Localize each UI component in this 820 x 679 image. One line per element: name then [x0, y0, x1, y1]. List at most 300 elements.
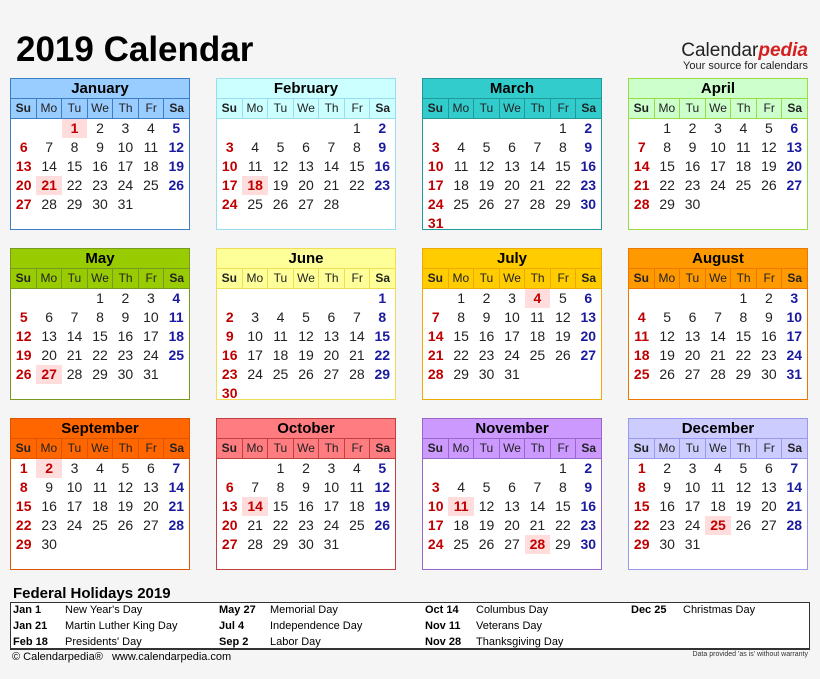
day-cell: 19 [272, 177, 289, 193]
day-cell: 22 [374, 347, 391, 363]
day-cell: 31 [143, 366, 159, 382]
day-cell: 17 [427, 517, 444, 533]
day-cell: 16 [659, 498, 675, 514]
weekday-label: We [706, 269, 732, 288]
day-cell: 6 [764, 460, 773, 476]
day-cell: 1 [457, 290, 466, 306]
day-grid [423, 289, 601, 384]
day-cell: 18 [92, 498, 108, 514]
empty-cell [525, 459, 550, 478]
day-cell: 24 [66, 517, 83, 533]
month-march [422, 78, 602, 230]
day-cell: 3 [146, 290, 155, 306]
day-cell: 24 [221, 196, 238, 212]
day-cell: 16 [580, 498, 597, 514]
day-cell: 30 [684, 196, 701, 212]
day-cell: 29 [555, 536, 571, 552]
day-cell: 25 [349, 517, 365, 533]
weekday-label: Mo [37, 439, 63, 458]
day-grid [423, 119, 601, 233]
weekday-label: Tu [680, 439, 706, 458]
weekday-label: Tu [680, 269, 706, 288]
day-grid [11, 459, 189, 554]
empty-cell [423, 289, 448, 308]
weekday-label: Fr [139, 269, 165, 288]
day-cell: 17 [504, 328, 520, 344]
weekday-label: Th [319, 439, 345, 458]
day-cell: 15 [15, 498, 32, 514]
weekday-label: Tu [474, 439, 500, 458]
day-cell: 21 [710, 347, 726, 363]
day-cell: 22 [555, 517, 571, 533]
day-cell: 29 [15, 536, 32, 552]
day-cell: 3 [688, 460, 697, 476]
weekday-label: Fr [139, 439, 165, 458]
day-cell: 19 [374, 498, 391, 514]
weekday-label: Su [629, 269, 655, 288]
day-cell: 5 [482, 479, 491, 495]
weekday-label: Fr [757, 99, 783, 118]
day-cell: 8 [352, 139, 361, 155]
day-cell: 6 [327, 309, 336, 325]
weekday-label: Sa [169, 101, 185, 115]
weekday-label: We [88, 439, 114, 458]
day-cell: 16 [117, 328, 134, 344]
weekday-label: Mo [243, 439, 269, 458]
empty-cell [36, 119, 61, 138]
day-cell: 13 [761, 479, 777, 495]
day-cell: 20 [580, 328, 597, 344]
day-cell: 22 [659, 177, 675, 193]
day-cell: 13 [504, 498, 520, 514]
day-cell: 9 [482, 309, 491, 325]
day-cell: 7 [70, 309, 79, 325]
day-cell: 25 [453, 536, 469, 552]
weekday-header [423, 439, 601, 459]
month-november [422, 418, 602, 570]
day-cell: 28 [525, 535, 550, 554]
day-cell: 28 [427, 366, 444, 382]
empty-cell [268, 289, 293, 308]
day-cell: 22 [633, 517, 650, 533]
day-cell: 25 [453, 196, 469, 212]
weekday-label: Fr [551, 269, 577, 288]
day-cell: 16 [298, 498, 314, 514]
day-cell: 24 [504, 347, 520, 363]
day-cell: 17 [117, 158, 134, 174]
holiday-date: Sep 2 [219, 636, 249, 648]
day-cell: 22 [349, 177, 365, 193]
day-cell: 11 [247, 158, 263, 174]
day-cell: 30 [659, 536, 675, 552]
holiday-date: Dec 25 [631, 604, 667, 616]
day-cell: 1 [663, 120, 672, 136]
day-cell: 6 [508, 139, 516, 155]
day-cell: 17 [427, 177, 444, 193]
weekday-label: Mo [243, 269, 269, 288]
weekday-label: Tu [680, 99, 706, 118]
day-cell: 30 [298, 536, 314, 552]
day-cell: 17 [66, 498, 83, 514]
weekday-label: Su [423, 99, 449, 118]
day-cell: 1 [96, 290, 104, 306]
day-cell: 18 [349, 498, 365, 514]
day-cell: 12 [761, 139, 777, 155]
day-cell: 4 [96, 460, 104, 476]
day-cell: 12 [478, 158, 495, 174]
weekday-label: Tu [62, 99, 88, 118]
day-cell: 21 [529, 517, 546, 533]
empty-cell [344, 289, 369, 308]
day-cell: 1 [558, 460, 567, 476]
day-cell: 1 [739, 290, 748, 306]
weekday-label: Fr [757, 439, 783, 458]
weekday-header [11, 439, 189, 459]
day-cell: 20 [323, 347, 340, 363]
day-cell: 14 [529, 158, 546, 174]
day-cell: 23 [659, 517, 675, 533]
day-cell: 23 [580, 177, 597, 193]
empty-cell [423, 459, 448, 478]
weekday-label: Tu [268, 269, 294, 288]
holiday-name: Columbus Day [476, 604, 549, 616]
day-cell: 26 [478, 536, 495, 552]
day-cell: 11 [92, 479, 108, 495]
day-cell: 21 [66, 347, 83, 363]
day-cell: 1 [19, 460, 28, 476]
day-cell: 14 [710, 328, 726, 344]
weekday-label: Th [731, 269, 757, 288]
day-cell: 9 [584, 479, 593, 495]
day-cell: 29 [66, 196, 83, 212]
day-cell: 23 [761, 347, 777, 363]
empty-cell [474, 119, 499, 138]
weekday-label: Th [113, 269, 139, 288]
day-cell: 9 [302, 479, 310, 495]
day-cell: 13 [580, 309, 597, 325]
day-cell: 2 [663, 460, 672, 476]
day-cell: 28 [41, 196, 57, 212]
day-cell: 9 [96, 139, 104, 155]
day-cell: 17 [247, 347, 263, 363]
day-cell: 10 [117, 139, 134, 155]
empty-cell [217, 459, 242, 478]
weekday-label: Mo [37, 99, 63, 118]
day-cell: 11 [143, 139, 159, 155]
day-cell: 27 [221, 536, 238, 552]
weekday-label: Th [731, 99, 757, 118]
day-cell: 8 [378, 309, 387, 325]
day-cell: 20 [504, 517, 520, 533]
day-cell: 8 [70, 139, 79, 155]
day-cell: 26 [272, 196, 289, 212]
day-cell: 10 [684, 479, 701, 495]
weekday-label: We [88, 99, 114, 118]
day-cell: 18 [168, 328, 185, 344]
weekday-label: Fr [139, 99, 165, 118]
day-cell: 2 [96, 120, 104, 136]
day-cell: 14 [66, 328, 83, 344]
day-cell: 30 [580, 536, 597, 552]
month-december [628, 418, 808, 570]
day-cell: 27 [504, 536, 520, 552]
day-cell: 24 [427, 536, 444, 552]
day-cell: 16 [374, 158, 391, 174]
day-cell: 12 [374, 479, 391, 495]
day-cell: 7 [45, 139, 54, 155]
day-cell: 8 [637, 479, 646, 495]
day-cell: 4 [457, 479, 466, 495]
day-cell: 8 [739, 309, 748, 325]
month-title: January [11, 79, 189, 99]
day-cell: 27 [684, 366, 701, 382]
month-august [628, 248, 808, 400]
day-cell: 20 [684, 347, 701, 363]
day-cell: 15 [374, 328, 391, 344]
day-cell: 9 [121, 309, 130, 325]
day-cell: 23 [92, 177, 108, 193]
day-cell: 11 [448, 497, 473, 516]
holiday-name: Memorial Day [270, 604, 338, 616]
day-cell: 6 [508, 479, 516, 495]
empty-cell [11, 289, 36, 308]
day-cell: 8 [96, 309, 104, 325]
day-cell: 14 [242, 497, 267, 516]
day-cell: 10 [710, 139, 726, 155]
month-february [216, 78, 396, 230]
day-cell: 24 [323, 517, 340, 533]
day-cell: 30 [221, 385, 238, 401]
day-cell: 7 [251, 479, 260, 495]
weekday-header [423, 269, 601, 289]
weekday-header [423, 99, 601, 119]
day-cell: 24 [786, 347, 803, 363]
day-cell: 26 [168, 177, 185, 193]
day-cell: 13 [41, 328, 57, 344]
federal-holidays-table [10, 602, 810, 650]
weekday-label: Su [11, 99, 37, 118]
empty-cell [242, 119, 267, 138]
weekday-label: Fr [551, 99, 577, 118]
day-cell: 30 [761, 366, 777, 382]
day-cell: 3 [225, 139, 234, 155]
day-cell: 18 [242, 176, 267, 195]
day-cell: 21 [168, 498, 185, 514]
day-cell: 10 [221, 158, 238, 174]
day-cell: 15 [555, 498, 571, 514]
day-cell: 29 [272, 536, 289, 552]
weekday-label: Tu [268, 99, 294, 118]
day-cell: 12 [272, 158, 289, 174]
day-cell: 28 [349, 366, 365, 382]
holiday-name: Independence Day [270, 620, 363, 632]
weekday-label: Fr [551, 439, 577, 458]
weekday-header [629, 269, 807, 289]
month-may [10, 248, 190, 400]
day-grid [217, 119, 395, 214]
day-cell: 6 [19, 139, 28, 155]
day-cell: 12 [555, 309, 571, 325]
holiday-date: Nov 11 [425, 620, 461, 632]
day-cell: 20 [504, 177, 520, 193]
day-cell: 16 [580, 158, 597, 174]
day-cell: 12 [168, 139, 185, 155]
day-cell: 18 [453, 517, 469, 533]
day-cell: 9 [225, 328, 234, 344]
month-title: October [217, 419, 395, 439]
day-cell: 22 [15, 517, 32, 533]
weekday-label: We [706, 99, 732, 118]
day-cell: 29 [92, 366, 108, 382]
day-cell: 20 [15, 177, 32, 193]
month-title: April [629, 79, 807, 99]
holiday-name: New Year's Day [65, 604, 143, 616]
day-cell: 31 [684, 536, 701, 552]
day-cell: 21 [786, 498, 803, 514]
day-cell: 2 [36, 459, 61, 478]
empty-cell [629, 119, 654, 138]
day-cell: 5 [121, 460, 130, 476]
day-cell: 8 [457, 309, 466, 325]
day-cell: 24 [117, 177, 134, 193]
day-cell: 29 [633, 536, 650, 552]
weekday-label: Mo [37, 269, 63, 288]
footer-warranty: Data provided 'as is' without warranty [692, 651, 808, 658]
day-cell: 15 [659, 158, 675, 174]
holiday-name: Christmas Day [683, 604, 756, 616]
day-cell: 23 [684, 177, 701, 193]
day-cell: 13 [786, 139, 803, 155]
weekday-label: Mo [449, 439, 475, 458]
day-cell: 4 [276, 309, 285, 325]
day-cell: 2 [764, 290, 773, 306]
empty-cell [499, 459, 524, 478]
day-cell: 20 [221, 517, 238, 533]
day-grid [11, 119, 189, 214]
day-cell: 25 [168, 347, 185, 363]
day-cell: 26 [659, 366, 675, 382]
weekday-label: Mo [449, 99, 475, 118]
day-cell: 2 [121, 290, 130, 306]
day-cell: 16 [478, 328, 495, 344]
day-cell: 15 [735, 328, 752, 344]
day-cell: 2 [302, 460, 310, 476]
day-cell: 28 [529, 196, 546, 212]
day-cell: 3 [431, 139, 440, 155]
weekday-label: Th [525, 269, 551, 288]
day-cell: 24 [247, 366, 263, 382]
day-cell: 2 [584, 460, 593, 476]
day-cell: 3 [508, 290, 516, 306]
month-title: May [11, 249, 189, 269]
day-cell: 11 [530, 309, 545, 325]
day-cell: 25 [705, 516, 730, 535]
day-cell: 18 [272, 347, 289, 363]
weekday-label: Sa [375, 271, 391, 285]
weekday-label: Sa [581, 101, 597, 115]
day-cell: 15 [272, 498, 289, 514]
day-cell: 21 [36, 176, 61, 195]
day-cell: 13 [504, 158, 520, 174]
day-cell: 25 [247, 196, 263, 212]
day-cell: 28 [168, 517, 185, 533]
page-title: 2019 Calendar [16, 30, 254, 69]
day-cell: 1 [276, 460, 285, 476]
day-cell: 31 [786, 366, 803, 382]
day-cell: 5 [302, 309, 310, 325]
day-grid [629, 289, 807, 384]
day-cell: 6 [688, 309, 697, 325]
day-cell: 26 [374, 517, 391, 533]
day-cell: 25 [92, 517, 108, 533]
day-cell: 15 [349, 158, 365, 174]
day-cell: 19 [555, 328, 571, 344]
day-cell: 17 [684, 498, 701, 514]
day-cell: 1 [558, 120, 567, 136]
day-cell: 4 [525, 289, 550, 308]
day-cell: 29 [374, 366, 391, 382]
day-cell: 20 [143, 498, 159, 514]
day-cell: 21 [247, 517, 263, 533]
day-cell: 27 [580, 347, 597, 363]
day-cell: 12 [298, 328, 314, 344]
day-grid [629, 119, 807, 214]
day-cell: 17 [323, 498, 340, 514]
weekday-label: Sa [787, 441, 803, 455]
weekday-header [217, 269, 395, 289]
day-cell: 31 [504, 366, 520, 382]
day-cell: 31 [117, 196, 134, 212]
day-cell: 13 [684, 328, 701, 344]
weekday-label: Fr [757, 269, 783, 288]
month-title: February [217, 79, 395, 99]
day-cell: 22 [735, 347, 752, 363]
day-grid [217, 289, 395, 403]
day-cell: 23 [374, 177, 391, 193]
empty-cell [242, 459, 267, 478]
day-cell: 14 [786, 479, 803, 495]
day-cell: 11 [273, 328, 288, 344]
day-cell: 7 [533, 479, 542, 495]
day-cell: 25 [272, 366, 289, 382]
day-cell: 27 [786, 177, 803, 193]
footer-copyright: © Calendarpedia® www.calendarpedia.com [12, 651, 232, 663]
month-june [216, 248, 396, 400]
day-cell: 21 [529, 177, 546, 193]
day-cell: 6 [790, 120, 799, 136]
day-cell: 16 [92, 158, 108, 174]
day-cell: 9 [584, 139, 593, 155]
day-cell: 13 [298, 158, 314, 174]
holiday-date: Jan 1 [13, 604, 42, 616]
day-cell: 15 [633, 498, 650, 514]
day-cell: 16 [761, 328, 777, 344]
day-cell: 18 [529, 328, 546, 344]
weekday-label: Th [525, 99, 551, 118]
weekday-label: Th [113, 439, 139, 458]
day-cell: 3 [790, 290, 799, 306]
day-cell: 17 [221, 177, 238, 193]
holiday-name: Thanksgiving Day [476, 636, 564, 648]
weekday-label: We [500, 439, 526, 458]
day-cell: 1 [62, 119, 87, 138]
day-grid [217, 459, 395, 554]
weekday-header [11, 99, 189, 119]
day-cell: 16 [221, 347, 238, 363]
day-cell: 7 [431, 309, 440, 325]
day-cell: 31 [323, 536, 340, 552]
day-cell: 28 [247, 536, 263, 552]
